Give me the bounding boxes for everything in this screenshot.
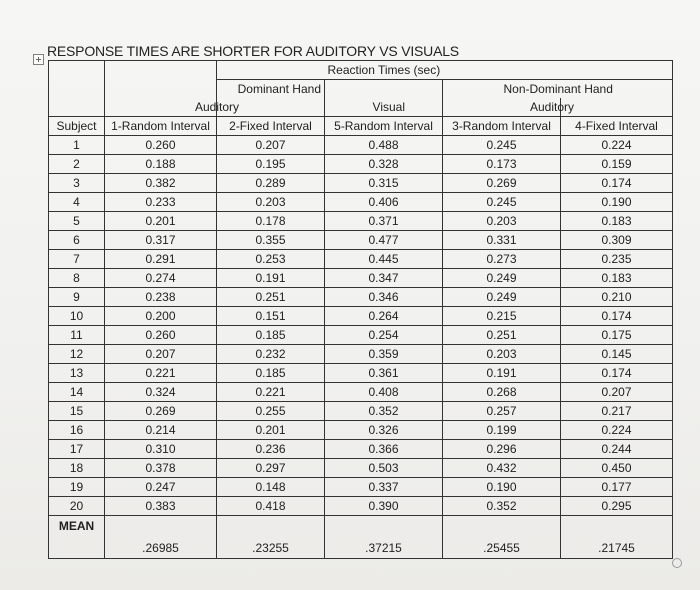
cell-value: 0.191 bbox=[443, 364, 561, 383]
cell-value: 0.217 bbox=[561, 402, 673, 421]
cell-subject: 19 bbox=[49, 478, 105, 497]
cell-value: 0.185 bbox=[217, 364, 325, 383]
table-row bbox=[49, 383, 673, 402]
table-row bbox=[49, 231, 673, 250]
cell-value: 0.221 bbox=[105, 364, 217, 383]
cell-value: 0.173 bbox=[443, 155, 561, 174]
column-header-subject: Subject bbox=[49, 117, 105, 136]
cell-value: 0.324 bbox=[105, 383, 217, 402]
cell-value: 0.249 bbox=[443, 269, 561, 288]
cell-value: 0.297 bbox=[217, 459, 325, 478]
cell-value: 0.445 bbox=[325, 250, 443, 269]
cell-value: 0.289 bbox=[217, 174, 325, 193]
cell-value: 0.251 bbox=[443, 326, 561, 345]
cell-value: 0.183 bbox=[561, 269, 673, 288]
cell-subject: 20 bbox=[49, 497, 105, 516]
cell-value: 0.315 bbox=[325, 174, 443, 193]
cell-value: 0.352 bbox=[325, 402, 443, 421]
cell-value: 0.203 bbox=[443, 212, 561, 231]
header-auditory-left bbox=[105, 98, 239, 117]
cell-value: 0.183 bbox=[561, 212, 673, 231]
cell-value: 0.244 bbox=[561, 440, 673, 459]
cell-value: 0.207 bbox=[105, 345, 217, 364]
cell-value: 0.273 bbox=[443, 250, 561, 269]
header-row-reaction-times bbox=[49, 61, 673, 80]
cell-value: 0.346 bbox=[325, 288, 443, 307]
cell-value: 0.195 bbox=[217, 155, 325, 174]
cell-value: 0.390 bbox=[325, 497, 443, 516]
cell-value: 0.260 bbox=[105, 136, 217, 155]
cell-value: 0.207 bbox=[561, 383, 673, 402]
cell-value: 0.347 bbox=[325, 269, 443, 288]
table-row bbox=[49, 250, 673, 269]
cell-value: 0.328 bbox=[325, 155, 443, 174]
table-row bbox=[49, 364, 673, 383]
cell-value: 0.450 bbox=[561, 459, 673, 478]
cell-value: 0.174 bbox=[561, 307, 673, 326]
cell-value: 0.295 bbox=[561, 497, 673, 516]
cell-value: 0.317 bbox=[105, 231, 217, 250]
table-row bbox=[49, 478, 673, 497]
cell-value: 0.269 bbox=[443, 174, 561, 193]
header-reaction-times-left bbox=[217, 61, 325, 80]
cell-value: 0.366 bbox=[325, 440, 443, 459]
cell-subject: 9 bbox=[49, 288, 105, 307]
cell-value: 0.174 bbox=[561, 364, 673, 383]
header-visual bbox=[325, 98, 443, 117]
cell-value: 0.148 bbox=[217, 478, 325, 497]
cell-subject: 10 bbox=[49, 307, 105, 326]
cell-value: 0.257 bbox=[443, 402, 561, 421]
cell-subject: 17 bbox=[49, 440, 105, 459]
auditory-left-label: Auditory bbox=[194, 100, 239, 114]
column-header-5-random-interval: 5-Random Interval bbox=[325, 117, 443, 136]
cell-value: 0.264 bbox=[325, 307, 443, 326]
auditory-right-label: Auditory bbox=[530, 100, 575, 114]
cell-value: 0.274 bbox=[105, 269, 217, 288]
table-row bbox=[49, 307, 673, 326]
cell-value: 0.310 bbox=[105, 440, 217, 459]
cell-value: 0.255 bbox=[217, 402, 325, 421]
mean-label: MEAN bbox=[49, 516, 105, 559]
cell-subject: 7 bbox=[49, 250, 105, 269]
mean-value: .21745 bbox=[561, 516, 673, 559]
table-row bbox=[49, 288, 673, 307]
cell-value: 0.352 bbox=[443, 497, 561, 516]
cell-subject: 16 bbox=[49, 421, 105, 440]
cell-subject: 13 bbox=[49, 364, 105, 383]
cell-value: 0.203 bbox=[443, 345, 561, 364]
cell-value: 0.203 bbox=[217, 193, 325, 212]
reaction-times-label: Reaction Times (sec) bbox=[327, 63, 441, 77]
column-header-row bbox=[49, 117, 673, 136]
cell-subject: 3 bbox=[49, 174, 105, 193]
cell-value: 0.224 bbox=[561, 136, 673, 155]
header-dominant-hand: Dominant Hand bbox=[217, 80, 325, 99]
cell-value: 0.151 bbox=[217, 307, 325, 326]
cell-value: 0.145 bbox=[561, 345, 673, 364]
header-auditory-right bbox=[530, 98, 673, 117]
cell-value: 0.361 bbox=[325, 364, 443, 383]
cell-value: 0.268 bbox=[443, 383, 561, 402]
cell-value: 0.408 bbox=[325, 383, 443, 402]
cell-value: 0.210 bbox=[561, 288, 673, 307]
cell-value: 0.238 bbox=[105, 288, 217, 307]
table-row bbox=[49, 155, 673, 174]
mean-value: .23255 bbox=[217, 516, 325, 559]
table-row bbox=[49, 326, 673, 345]
cell-value: 0.207 bbox=[217, 136, 325, 155]
cell-value: 0.260 bbox=[105, 326, 217, 345]
cell-value: 0.190 bbox=[561, 193, 673, 212]
non-dominant-hand-label: Non-Dominant Hand bbox=[503, 82, 613, 96]
cell-value: 0.383 bbox=[105, 497, 217, 516]
cell-value: 0.251 bbox=[217, 288, 325, 307]
cell-value: 0.185 bbox=[217, 326, 325, 345]
cell-value: 0.254 bbox=[325, 326, 443, 345]
column-header-4-fixed-interval: 4-Fixed Interval bbox=[561, 117, 673, 136]
table-row bbox=[49, 193, 673, 212]
cell-subject: 1 bbox=[49, 136, 105, 155]
cell-value: 0.177 bbox=[561, 478, 673, 497]
header-empty-cell bbox=[105, 61, 217, 80]
header-empty-cell bbox=[49, 98, 105, 117]
column-header-1-random-interval: 1-Random Interval bbox=[105, 117, 217, 136]
cell-value: 0.309 bbox=[561, 231, 673, 250]
cell-value: 0.245 bbox=[443, 193, 561, 212]
header-empty-cell bbox=[49, 61, 105, 80]
table-row bbox=[49, 174, 673, 193]
cell-subject: 11 bbox=[49, 326, 105, 345]
cell-value: 0.245 bbox=[443, 136, 561, 155]
cell-value: 0.199 bbox=[443, 421, 561, 440]
mean-value: .37215 bbox=[325, 516, 443, 559]
cell-value: 0.224 bbox=[561, 421, 673, 440]
cell-subject: 8 bbox=[49, 269, 105, 288]
cell-value: 0.249 bbox=[443, 288, 561, 307]
cell-subject: 12 bbox=[49, 345, 105, 364]
cell-value: 0.382 bbox=[105, 174, 217, 193]
cell-value: 0.232 bbox=[217, 345, 325, 364]
cell-subject: 18 bbox=[49, 459, 105, 478]
cell-value: 0.269 bbox=[105, 402, 217, 421]
cell-value: 0.159 bbox=[561, 155, 673, 174]
cell-subject: 5 bbox=[49, 212, 105, 231]
cell-value: 0.221 bbox=[217, 383, 325, 402]
cell-value: 0.247 bbox=[105, 478, 217, 497]
cell-value: 0.296 bbox=[443, 440, 561, 459]
cell-value: 0.174 bbox=[561, 174, 673, 193]
cell-value: 0.488 bbox=[325, 136, 443, 155]
cell-value: 0.378 bbox=[105, 459, 217, 478]
cell-subject: 2 bbox=[49, 155, 105, 174]
cell-value: 0.355 bbox=[217, 231, 325, 250]
cell-value: 0.371 bbox=[325, 212, 443, 231]
table-row bbox=[49, 497, 673, 516]
mean-value: .26985 bbox=[105, 516, 217, 559]
cell-value: 0.503 bbox=[325, 459, 443, 478]
table-row bbox=[49, 459, 673, 478]
header-empty-cell bbox=[49, 80, 105, 99]
cell-value: 0.253 bbox=[217, 250, 325, 269]
table-move-handle-icon[interactable] bbox=[33, 54, 44, 65]
cell-value: 0.188 bbox=[105, 155, 217, 174]
visual-label: Visual bbox=[372, 100, 405, 114]
table-row bbox=[49, 440, 673, 459]
cell-value: 0.191 bbox=[217, 269, 325, 288]
reaction-times-table bbox=[48, 60, 673, 559]
cell-value: 0.291 bbox=[105, 250, 217, 269]
table-row bbox=[49, 402, 673, 421]
column-header-2-fixed-interval: 2-Fixed Interval bbox=[217, 117, 325, 136]
cell-subject: 4 bbox=[49, 193, 105, 212]
cell-value: 0.418 bbox=[217, 497, 325, 516]
cell-value: 0.201 bbox=[105, 212, 217, 231]
cell-value: 0.178 bbox=[217, 212, 325, 231]
cell-subject: 15 bbox=[49, 402, 105, 421]
mean-value: .25455 bbox=[443, 516, 561, 559]
cell-value: 0.406 bbox=[325, 193, 443, 212]
table-row bbox=[49, 269, 673, 288]
table-row bbox=[49, 421, 673, 440]
cell-value: 0.190 bbox=[443, 478, 561, 497]
header-row-hand bbox=[49, 80, 673, 99]
cell-value: 0.235 bbox=[561, 250, 673, 269]
table-row bbox=[49, 212, 673, 231]
cell-value: 0.326 bbox=[325, 421, 443, 440]
cell-value: 0.215 bbox=[443, 307, 561, 326]
cell-value: 0.200 bbox=[105, 307, 217, 326]
header-reaction-times bbox=[325, 61, 673, 80]
cell-subject: 6 bbox=[49, 231, 105, 250]
cell-subject: 14 bbox=[49, 383, 105, 402]
cell-value: 0.477 bbox=[325, 231, 443, 250]
header-empty-cell bbox=[105, 80, 217, 99]
cell-value: 0.175 bbox=[561, 326, 673, 345]
header-empty-cell bbox=[325, 80, 443, 99]
cell-value: 0.201 bbox=[217, 421, 325, 440]
table-row bbox=[49, 136, 673, 155]
mean-row bbox=[49, 516, 673, 559]
cell-value: 0.236 bbox=[217, 440, 325, 459]
table-resize-handle-icon[interactable] bbox=[672, 558, 682, 568]
column-header-3-random-interval: 3-Random Interval bbox=[443, 117, 561, 136]
document-title: RESPONSE TIMES ARE SHORTER FOR AUDITORY VS VISUALS bbox=[47, 42, 459, 59]
cell-value: 0.214 bbox=[105, 421, 217, 440]
cell-value: 0.359 bbox=[325, 345, 443, 364]
cell-value: 0.337 bbox=[325, 478, 443, 497]
header-row-modality bbox=[49, 98, 673, 117]
cell-value: 0.233 bbox=[105, 193, 217, 212]
table-row bbox=[49, 345, 673, 364]
cell-value: 0.331 bbox=[443, 231, 561, 250]
cell-value: 0.432 bbox=[443, 459, 561, 478]
header-non-dominant-hand bbox=[503, 80, 673, 99]
